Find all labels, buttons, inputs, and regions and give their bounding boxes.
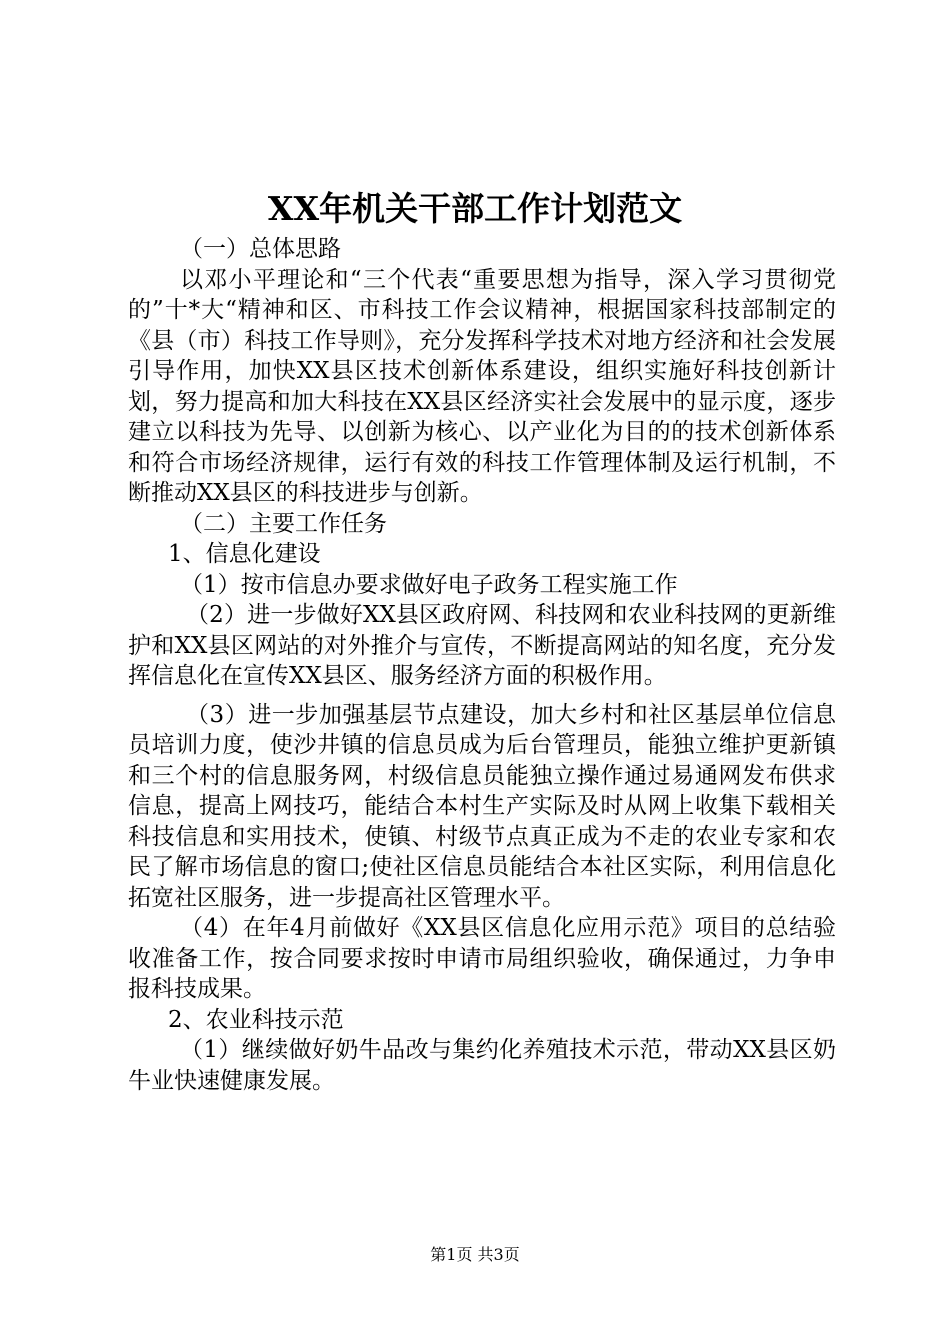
section-heading-main-tasks: （二）主要工作任务 [180, 510, 387, 537]
list-item-4: （4）在年4月前做好《XX县区信息化应用示范》项目的总结验收准备工作，按合同要求按时申请市局组织验收，确保通过，力争申报科技成果。 [128, 915, 836, 1002]
list-item-2: （2）进一步做好XX县区政府网、科技网和农业科技网的更新维护和XX县区网站的对外推介与宣传，不断提高网站的知名度，充分发挥信息化在宣传XX县区、服务经济方面的积极作用。 [128, 602, 836, 689]
list-item-3: （3）进一步加强基层节点建设，加大乡村和社区基层单位信息员培训力度，使沙井镇的信息员成为后台管理员，能独立维护更新镇和三个村的信息服务网，村级信息员能独立操作通过易通网发布供求信息，提高上网技巧，能结合本村生产实际及时从网上收集下载相关科技信息和实用技术，使镇、村级节点真正成为不走的农业专家和农民了解市场信息的窗口;使社区信息员能结合本社区实际，利用信息化拓宽社区服务，进一步提高社区管理水平。 [128, 701, 836, 911]
page-footer: 第1页 共3页 [430, 1245, 520, 1264]
section-heading-overall: （一）总体思路 [180, 236, 341, 262]
subsection-heading-informatization: 1、信息化建设 [168, 541, 321, 567]
list-item-1: （1）按市信息办要求做好电子政务工程实施工作 [180, 571, 678, 598]
paragraph-overall-thinking: 以邓小平理论和“三个代表“重要思想为指导，深入学习贯彻党的”十*大“精神和区、市科技工作会议精神，根据国家科技部制定的《县（市）科技工作导则》，充分发挥科学技术对地方经济和社会发展引导作用，加快XX县区技术创新体系建设，组织实施好科技创新计划，努力提高和加大科技在XX县区经济实社会发展中的显示度，逐步建立以科技为先导、以创新为核心、以产业化为目的的技术创新体系和符合市场经济规律，运行有效的科技工作管理体制及运行机制，不断推动XX县区的科技进步与创新。 [128, 266, 836, 506]
document-body [128, 234, 836, 1096]
document-title: XX年机关干部工作计划范文 [267, 189, 683, 228]
subsection-heading-agri-tech: 2、农业科技示范 [168, 1006, 344, 1033]
list-item-agri-1: （1）继续做好奶牛品改与集约化养殖技术示范，带动XX县区奶牛业快速健康发展。 [128, 1037, 836, 1094]
